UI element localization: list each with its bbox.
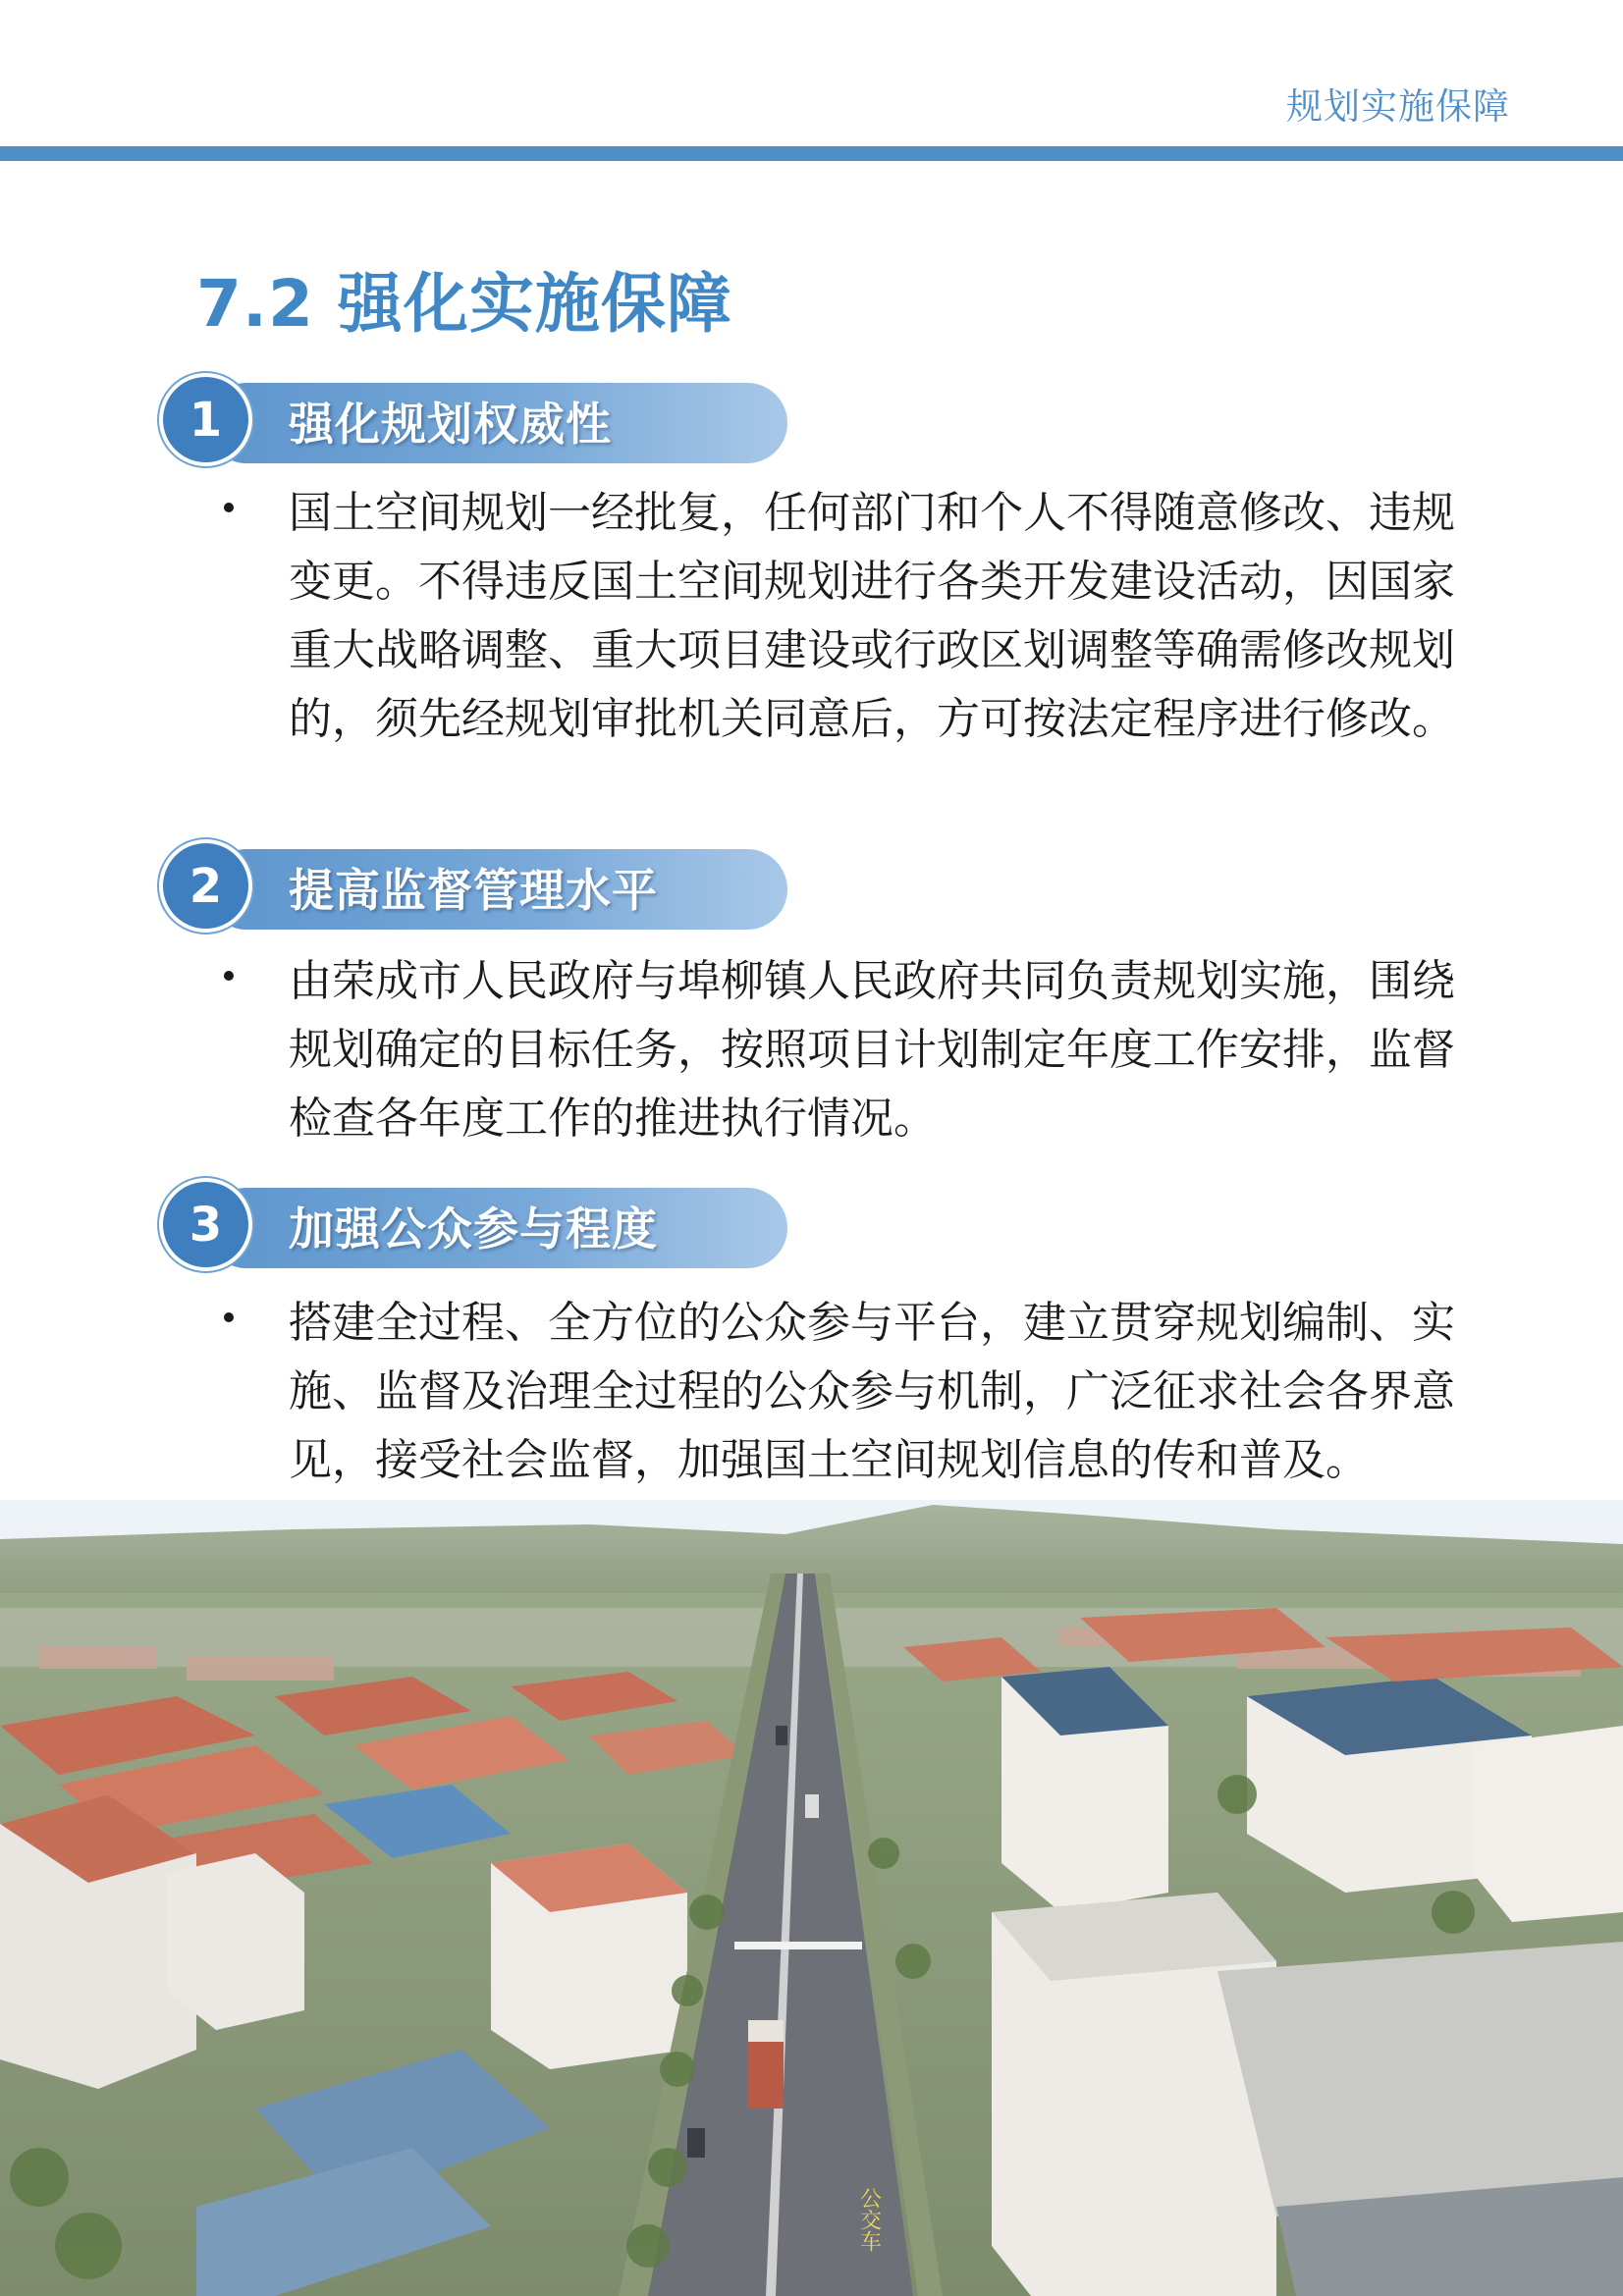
section-number-badge: 2 <box>159 839 252 933</box>
header-rule <box>0 146 1623 161</box>
section-header-3 <box>159 1178 787 1271</box>
section-number-badge: 3 <box>159 1178 252 1271</box>
aerial-town-photo <box>0 1500 1623 2296</box>
bullet-text: 国土空间规划一经批复，任何部门和个人不得随意修改、违规变更。不得违反国土空间规划进行各类开发建设活动，因国家重大战略调整、重大项目建设或行政区划调整等确需修改规划的，须先经规划审批机关同意后，方可按法定程序进行修改。 <box>289 488 1455 744</box>
bullet-item-3 <box>224 1289 1461 1495</box>
bullet-dot-icon <box>224 503 234 512</box>
section-heading: 加强公众参与程度 <box>289 1202 658 1255</box>
bullet-dot-icon <box>224 971 234 981</box>
bus-lane-marking: 公交车 <box>856 2187 882 2252</box>
section-heading: 强化规划权威性 <box>289 398 612 451</box>
section-heading: 提高监督管理水平 <box>289 864 658 917</box>
page-title: 7.2 强化实施保障 <box>196 266 732 342</box>
running-header: 规划实施保障 <box>1286 85 1510 128</box>
bullet-text: 由荣成市人民政府与埠柳镇人民政府共同负责规划实施，围绕规划确定的目标任务，按照项目计划制定年度工作安排，监督检查各年度工作的推进执行情况。 <box>289 956 1455 1144</box>
section-number-badge: 1 <box>159 373 252 466</box>
right-apartment-buildings <box>992 1667 1623 2296</box>
road-crosswalk <box>734 1942 862 1949</box>
bullet-item-1 <box>224 479 1461 754</box>
bullet-item-2 <box>224 947 1461 1153</box>
section-header-2 <box>159 839 787 933</box>
bullet-dot-icon <box>224 1312 234 1322</box>
bullet-text: 搭建全过程、全方位的公众参与平台，建立贯穿规划编制、实施、监督及治理全过程的公众参与机制，广泛征求社会各界意见，接受社会监督，加强国土空间规划信息的传和普及。 <box>289 1298 1455 1485</box>
section-header-1 <box>159 373 787 466</box>
